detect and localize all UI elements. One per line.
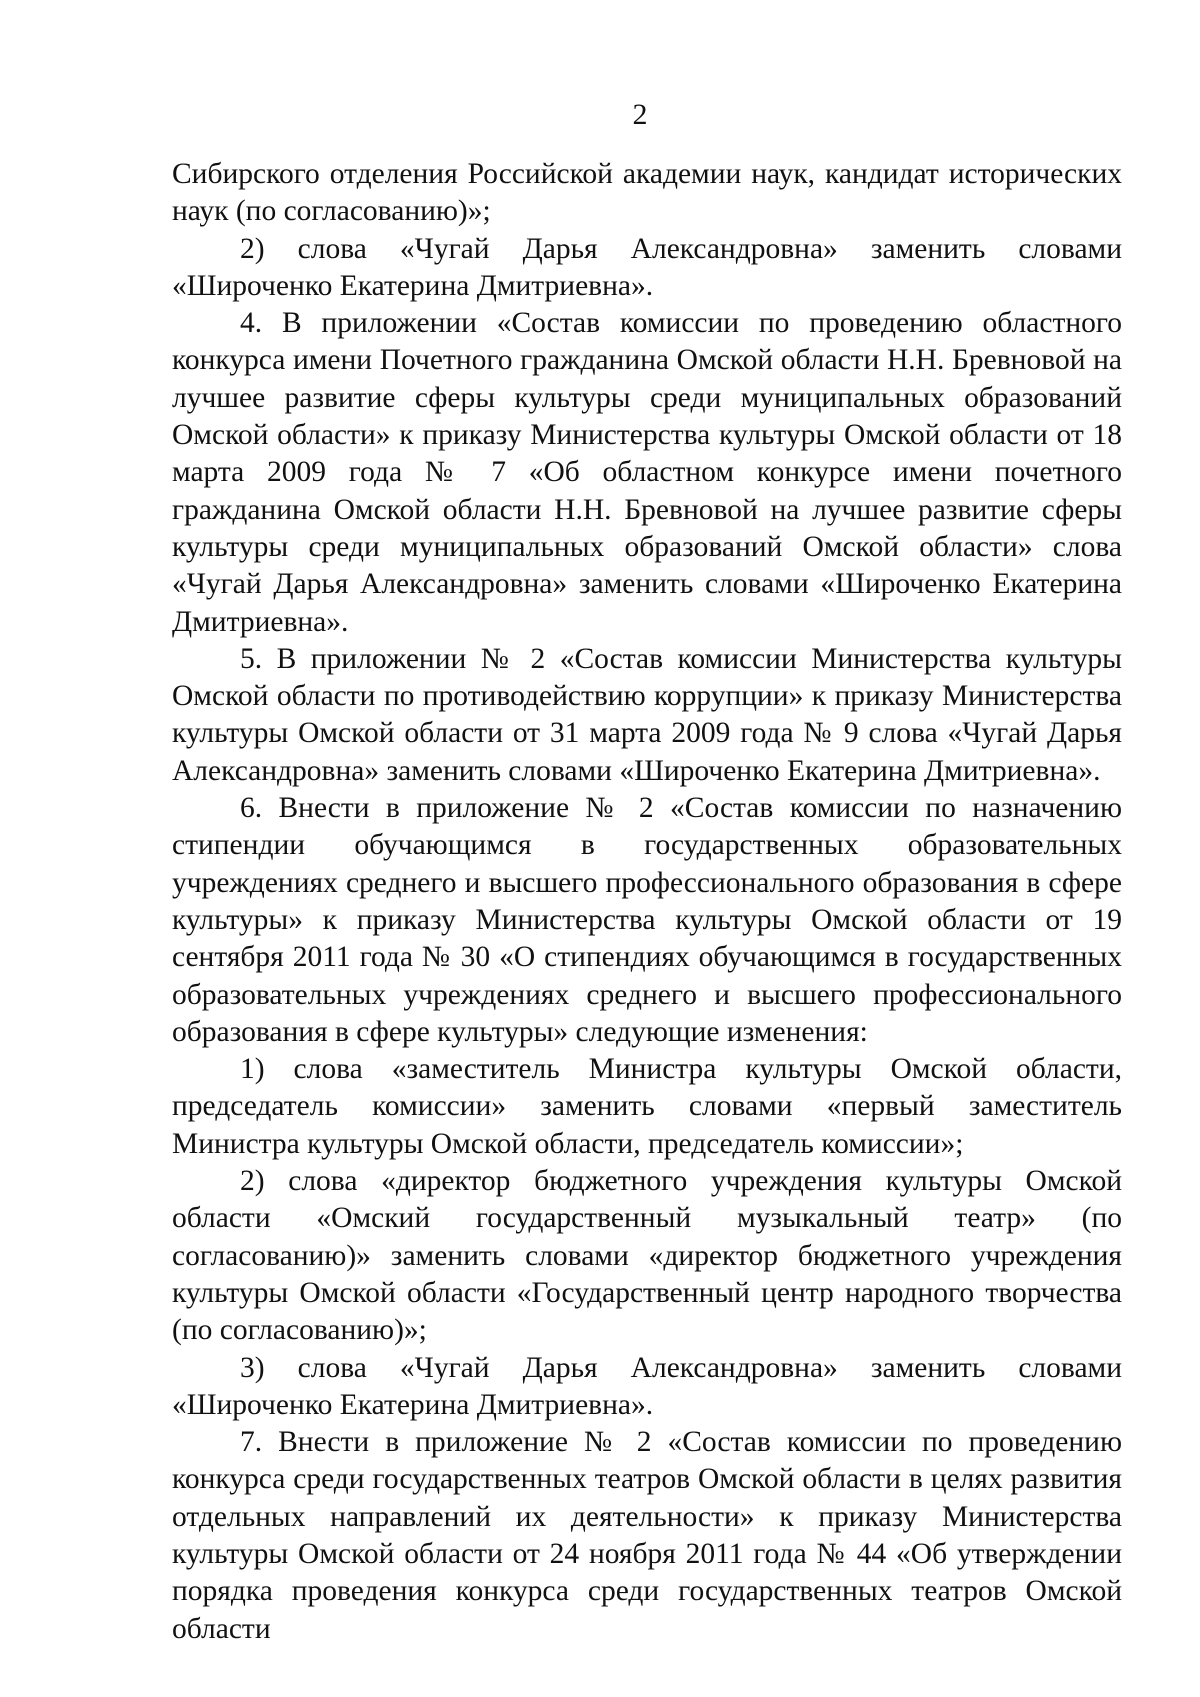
paragraph-item-7: 7. Внести в приложение № 2 «Состав комиссии по проведению конкурса среди государственных театров Омской области в целях развития отдельных направлений их деятельности» к приказу Министерства культуры Омской области от 24 ноября 2011 года № 44 «Об утверждении порядка проведения конкурса среди государственных театров Омской области [172,1426,1122,1645]
paragraph-subitem-1: 1) слова «заместитель Министра культуры Омской области, председатель комиссии» заменить словами «первый заместитель Министра культуры Омской области, председатель комиссии»; [172,1053,1122,1160]
paragraph-item-4: 4. В приложении «Состав комиссии по проведению областного конкурса имени Почетного гражданина Омской области Н.Н. Бревновой на лучшее развитие сферы культуры среди муниципальных образований Омской области» к приказу Министерства культуры Омской области от 18 марта 2009 года № 7 «Об областном конкурсе имени почетного гражданина Омской области Н.Н. Бревновой на лучшее развитие сферы культуры среди муниципальных образований Омской области» слова «Чугай Дарья Александровна» заменить словами «Широченко Екатерина Дмитриевна». [172,307,1122,638]
paragraph-item-6: 6. Внести в приложение № 2 «Состав комиссии по назначению стипендии обучающимся в государственных образовательных учреждениях среднего и высшего профессионального образования в сфере культуры» к приказу Министерства культуры Омской области от 19 сентября 2011 года № 30 «О стипендиях обучающимся в государственных образовательных учреждениях среднего и высшего профессионального образования в сфере культуры» следующие изменения: [172,792,1122,1048]
paragraph-item-2: 2) слова «Чугай Дарья Александровна» заменить словами «Широченко Екатерина Дмитриевна». [172,232,1122,302]
page-number: 2 [632,98,648,131]
paragraph-subitem-2: 2) слова «директор бюджетного учреждения культуры Омской области «Омский государственный музыкальный театр» (по согласованию)» заменить словами «директор бюджетного учреждения культуры Омской области «Государственный центр народного творчества (по согласованию)»; [172,1165,1122,1347]
paragraph-continuation: Сибирского отделения Российской академии наук, кандидат исторических наук (по согласованию)»; [172,158,1122,228]
paragraph-subitem-3: 3) слова «Чугай Дарья Александровна» заменить словами «Широченко Екатерина Дмитриевна». [172,1351,1122,1421]
paragraph-item-5: 5. В приложении № 2 «Состав комиссии Министерства культуры Омской области по противодействию коррупции» к приказу Министерства культуры Омской области от 31 марта 2009 года № 9 слова «Чугай Дарья Александровна» заменить словами «Широченко Екатерина Дмитриевна». [172,642,1122,787]
document-body [172,156,1122,1648]
